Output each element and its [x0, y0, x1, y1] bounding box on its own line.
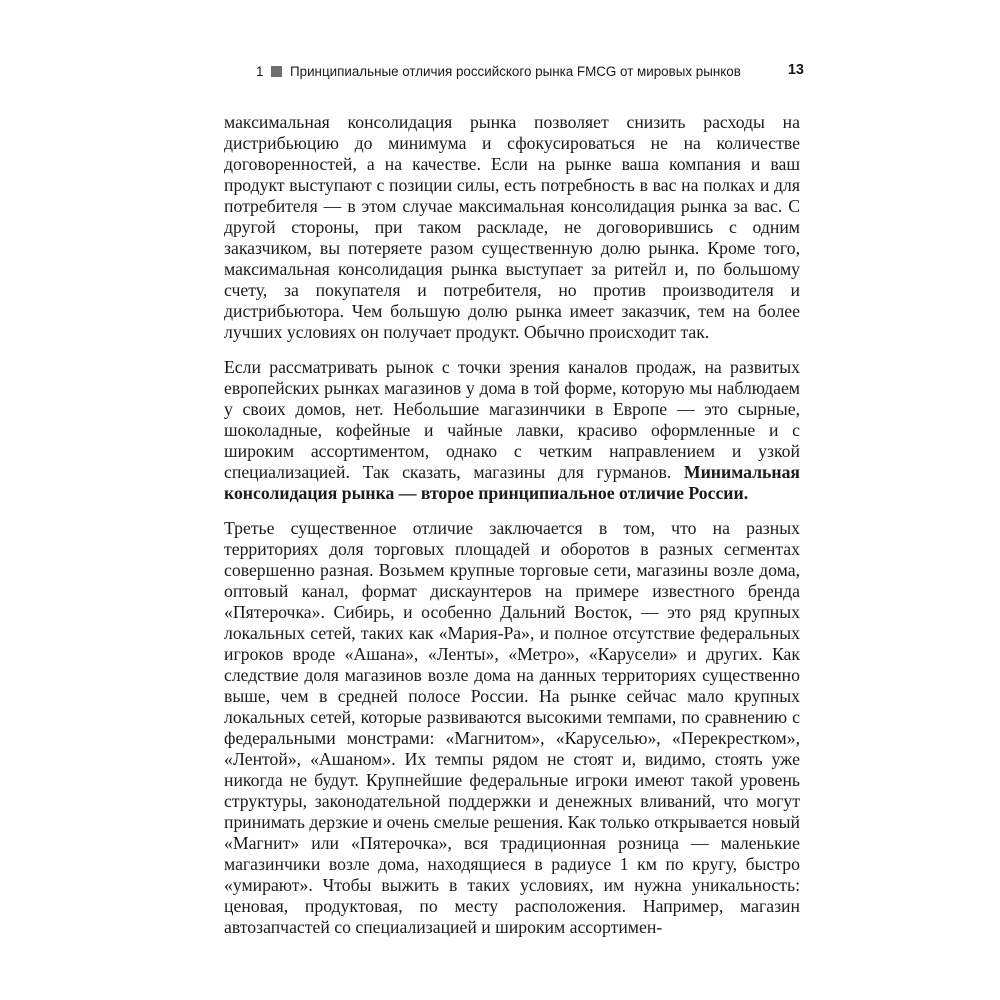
paragraph-2-text: Если рассматривать рынок с точки зрения каналов продаж, на развитых европейских рынках магазинов у дома в той форме, которую мы наблюдаем у своих домов, нет. Небольшие магазинчики в Европе — это сырные, шоколадные, кофейные и чайные лавки, красиво оформленные и с широким ассортиментом, однако с четким направлением и узкой специализацией. Так сказать, магазины для гурманов. [224, 357, 800, 482]
page-number: 13 [787, 62, 804, 78]
paragraph-3 [224, 518, 800, 938]
chapter-number: 1 [256, 64, 264, 79]
square-bullet-icon [271, 66, 282, 77]
paragraph-1-text: максимальная консолидация рынка позволяет снизить расходы на дистрибьюцию до минимума и сфокусироваться не на количестве договоренностей, а на качестве. Если на рынке ваша компания и ваш продукт выступают с позиции силы, есть потребность в вас на полках и для потребителя — в этом случае максимальная консолидация рынка за вас. С другой стороны, при таком раскладе, не договорившись с одним заказчиком, вы потеряете разом существенную долю рынка. Кроме того, максимальная консолидация рынка выступает за ритейл и, по большому счету, за покупателя и потребителя, но против производителя и дистрибьютора. Чем большую долю рынка имеет заказчик, тем на более лучших условиях он получает продукт. Обычно происходит так. [224, 112, 800, 342]
paragraph-1 [224, 112, 800, 343]
chapter-title: Принципиальные отличия российского рынка FMCG от мировых рынков [290, 64, 741, 79]
body-text [224, 112, 800, 938]
paragraph-2-bold-conclusion: Минимальная консолидация рынка — второе принципиальное отличие России. [224, 462, 800, 503]
paragraph-3-text: Третье существенное отличие заключается в том, что на разных территориях доля торговых площадей и оборотов в разных сегментах совершенно разная. Возьмем крупные торговые сети, магазины возле дома, оптовый канал, формат дискаунтеров на примере известного бренда «Пятерочка». Сибирь, и особенно Дальний Восток, — это ряд крупных локальных сетей, таких как «Мария-Ра», и полное отсутствие федеральных игроков вроде «Ашана», «Ленты», «Метро», «Карусели» и других. Как следствие доля магазинов возле дома на данных территориях существенно выше, чем в средней полосе России. На рынке сейчас мало крупных локальных сетей, которые развиваются высокими темпами, по сравнению с федеральными монстрами: «Магнитом», «Каруселью», «Перекрестком», «Лентой», «Ашаном». Их темпы рядом не стоят и, видимо, стоять уже никогда не будут. Крупнейшие федеральные игроки имеют такой уровень структуры, законодательной поддержки и денежных вливаний, что могут принимать дерзкие и очень смелые решения. Как только открывается новый «Магнит» или «Пятерочка», вся традиционная розница — маленькие магазинчики возле дома, находящиеся в радиусе 1 км по кругу, быстро «умирают». Чтобы выжить в таких условиях, им нужна уникальность: ценовая, продуктовая, по месту расположения. Например, магазин автозапчастей со специализацией и широким ассортимен- [224, 518, 800, 937]
paragraph-2 [224, 357, 800, 504]
running-header [256, 62, 804, 84]
